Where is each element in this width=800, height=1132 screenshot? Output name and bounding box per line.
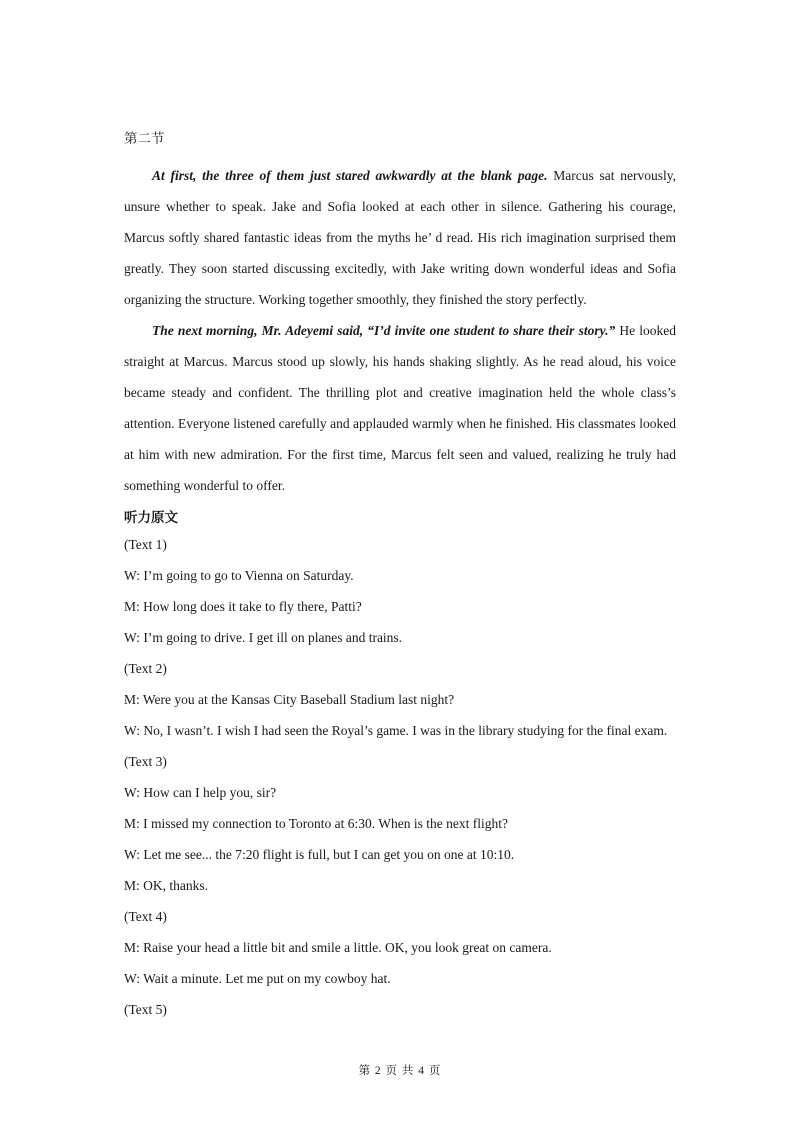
- transcript-line: M: Were you at the Kansas City Baseball Stadium last night?: [124, 692, 455, 707]
- transcript-line: M: OK, thanks.: [124, 878, 208, 893]
- transcript-list: [124, 535, 676, 1019]
- story-paragraph-2: [124, 315, 676, 501]
- transcript-line: M: Raise your head a little bit and smile a little. OK, you look great on camera.: [124, 940, 552, 955]
- transcript-line: (Text 1): [124, 537, 167, 552]
- paragraph-lead-sentence: The next morning, Mr. Adeyemi said, “I’d invite one student to share their story.”: [152, 323, 616, 338]
- transcript-line: W: I’m going to drive. I get ill on planes and trains.: [124, 630, 403, 645]
- paragraph-body: Marcus sat nervously, unsure whether to speak. Jake and Sofia looked at each other in silence. Gathering his courage, Marcus softly shared fantastic ideas from the myths he’ d read. His rich imagination surprised them greatly. They soon started discussing excitedly, with Jake writing down wonderful ideas and Sofia organizing the structure. Working together smoothly, they finished the story perfectly.: [124, 168, 676, 307]
- transcript-line: (Text 4): [124, 909, 167, 924]
- transcript-line: W: How can I help you, sir?: [124, 785, 277, 800]
- transcript-line: M: How long does it take to fly there, Patti?: [124, 599, 362, 614]
- transcript-line: W: I’m going to go to Vienna on Saturday.: [124, 568, 354, 583]
- transcript-line: M: I missed my connection to Toronto at 6:30. When is the next flight?: [124, 816, 508, 831]
- transcript-line: W: No, I wasn’t. I wish I had seen the Royal’s game. I was in the library studying for the final exam.: [124, 723, 668, 738]
- section-heading: 第二节: [124, 131, 165, 146]
- transcript-line: (Text 5): [124, 1002, 167, 1017]
- listening-transcript-title: 听力原文: [124, 510, 178, 525]
- page-number-footer: 第 2 页 共 4 页: [358, 1065, 442, 1077]
- document-page: [124, 128, 676, 1031]
- paragraph-body: He looked straight at Marcus. Marcus stood up slowly, his hands shaking slightly. As he read aloud, his voice became steady and confident. The thrilling plot and creative imagination held the whole class’s attention. Everyone listened carefully and applauded warmly when he finished. His classmates looked at him with new admiration. For the first time, Marcus felt seen and valued, realizing he truly had something wonderful to offer.: [124, 323, 676, 493]
- paragraph-lead-sentence: At first, the three of them just stared awkwardly at the blank page.: [152, 168, 548, 183]
- transcript-line: W: Wait a minute. Let me put on my cowboy hat.: [124, 971, 391, 986]
- transcript-line: W: Let me see... the 7:20 flight is full, but I can get you on one at 10:10.: [124, 847, 515, 862]
- story-paragraph-1: [124, 160, 676, 315]
- transcript-line: (Text 3): [124, 754, 167, 769]
- transcript-line: (Text 2): [124, 661, 167, 676]
